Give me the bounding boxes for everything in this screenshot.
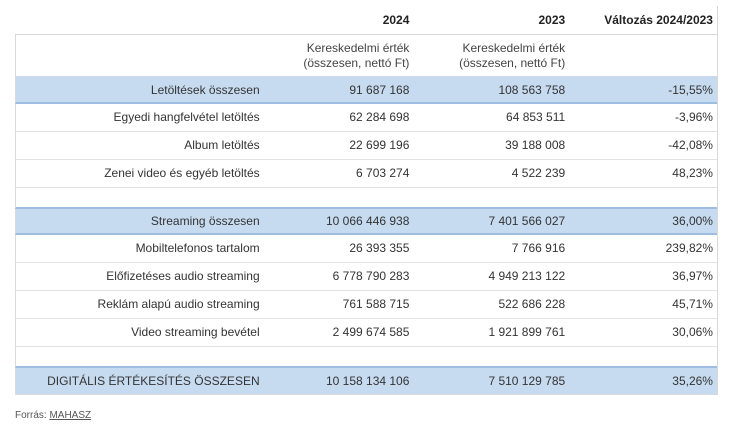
subheader-2023-line2: (összesen, nettó Ft) <box>459 55 566 70</box>
row-2023: 39 188 008 <box>505 138 566 152</box>
row-2024: 10 158 134 106 <box>325 373 410 388</box>
row-change: 48,23% <box>672 166 713 180</box>
row-2023: 7 401 566 027 <box>488 213 566 228</box>
table-row <box>15 235 717 263</box>
row-2024: 6 778 790 283 <box>332 269 410 283</box>
subheader-2023-line1: Kereskedelmi érték <box>462 40 566 55</box>
subheader-2024-line1: Kereskedelmi érték <box>306 40 410 55</box>
subheader-2024 <box>268 41 424 71</box>
row-label: Zenei video és egyéb letöltés <box>104 166 260 180</box>
row-change: -15,55% <box>668 82 713 97</box>
row-change: 36,00% <box>672 213 713 228</box>
table-row <box>15 263 717 291</box>
row-2023: 64 853 511 <box>506 110 566 124</box>
sales-table <box>15 6 718 395</box>
row-change: 35,26% <box>672 373 713 388</box>
row-2023: 1 921 899 761 <box>488 325 566 339</box>
row-label: Egyedi hangfelvétel letöltés <box>113 110 260 124</box>
row-change: 45,71% <box>672 297 713 311</box>
row-2023: 7 766 916 <box>511 241 566 255</box>
spacer-row <box>15 347 717 368</box>
row-2023: 4 949 213 122 <box>488 269 566 283</box>
row-2024: 761 588 715 <box>342 297 410 311</box>
row-change: -42,08% <box>668 138 713 152</box>
table-row-digital-total <box>15 368 717 394</box>
row-label: Streaming összesen <box>150 213 260 228</box>
table-subheader <box>15 34 717 78</box>
source-note <box>15 410 91 421</box>
row-2024: 2 499 674 585 <box>332 325 410 339</box>
row-2023: 108 563 758 <box>498 82 566 97</box>
row-change: 30,06% <box>672 325 713 339</box>
table-row-downloads-total <box>15 78 717 104</box>
row-2023: 7 510 129 785 <box>488 373 566 388</box>
row-2024: 91 687 168 <box>349 82 410 97</box>
row-label: Reklám alapú audio streaming <box>97 297 260 311</box>
table-header <box>15 6 717 34</box>
row-2024: 6 703 274 <box>356 166 410 180</box>
subheader-2023 <box>423 41 579 71</box>
table-row <box>15 160 717 188</box>
row-label: Letöltések összesen <box>150 82 260 97</box>
header-change: Változás 2024/2023 <box>604 12 713 27</box>
row-2024: 62 284 698 <box>349 110 410 124</box>
row-2024: 26 393 355 <box>349 241 410 255</box>
spacer-row <box>15 188 717 209</box>
row-label: Mobiltelefonos tartalom <box>135 241 260 255</box>
source-link[interactable]: MAHASZ <box>49 410 92 421</box>
row-change: 239,82% <box>665 241 713 255</box>
table-row-streaming-total <box>15 209 717 235</box>
header-2023: 2023 <box>538 12 566 27</box>
table-row <box>15 132 717 160</box>
table-row <box>15 104 717 132</box>
row-change: 36,97% <box>672 269 713 283</box>
row-label: Video streaming bevétel <box>131 325 260 339</box>
row-label: DIGITÁLIS ÉRTÉKESÍTÉS ÖSSZESEN <box>47 373 260 388</box>
row-2023: 4 522 239 <box>511 166 566 180</box>
row-label: Album letöltés <box>184 138 260 152</box>
header-2024: 2024 <box>382 12 410 27</box>
table-row <box>15 319 717 347</box>
row-label: Előfizetéses audio streaming <box>106 269 260 283</box>
row-2023: 522 686 228 <box>498 297 566 311</box>
row-change: -3,96% <box>674 110 713 124</box>
subheader-2024-line2: (összesen, nettó Ft) <box>303 55 410 70</box>
source-prefix: Forrás: <box>15 410 50 421</box>
row-2024: 22 699 196 <box>349 138 410 152</box>
row-2024: 10 066 446 938 <box>325 213 410 228</box>
table-row <box>15 291 717 319</box>
